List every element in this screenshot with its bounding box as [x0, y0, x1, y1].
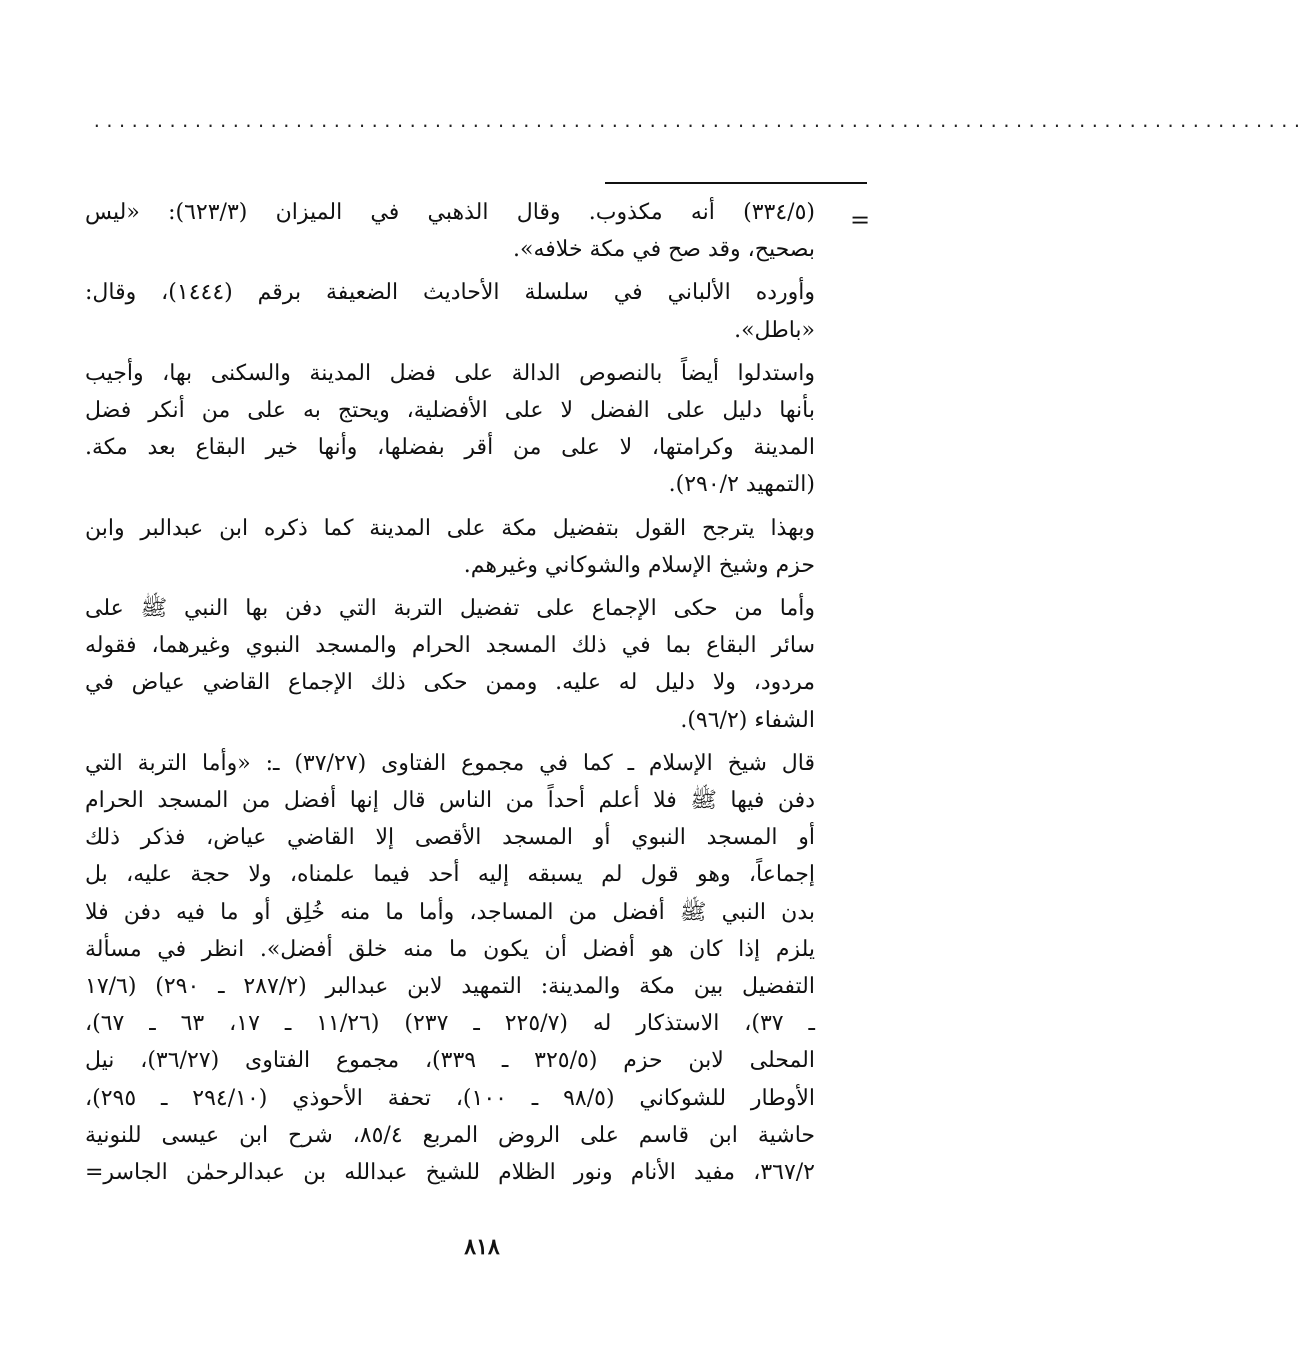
footnote-body [85, 194, 815, 1197]
text-line: التفضيل بين مكة والمدينة: التمهيد لابن عبدالبر (٢٨٧/٢ ـ ٢٩٠) (١٧/٦ [85, 974, 815, 1000]
text-line: حاشية ابن قاسم على الروض المربع ٨٥/٤، شرح ابن عيسى للنونية [85, 1122, 815, 1148]
text-line: الأوطار للشوكاني (٩٨/٥ ـ ١٠٠)، تحفة الأحوذي (٢٩٤/١٠ ـ ٢٩٥)، [85, 1085, 815, 1111]
text-line: المحلى لابن حزم (٣٢٥/٥ ـ ٣٣٩)، مجموع الفتاوى (٣٦/٢٧)، نيل [85, 1048, 816, 1074]
text-line: ٣٦٧/٢، مفيد الأنام ونور الظلام للشيخ عبدالله بن عبدالرحمٰن الجاسر= [85, 1160, 815, 1186]
text-line: المدينة وكرامتها، لا على من أقر بفضلها، وأنها خير البقاع بعد مكة. [85, 435, 815, 461]
text-line: الشفاء (٩٦/٢). [680, 707, 815, 733]
text-line: أو المسجد النبوي أو المسجد الأقصى إلا القاضي عياض، فذكر ذلك [85, 825, 815, 851]
text-line: بصحيح، وقد صح في مكة خلافه». [513, 237, 815, 263]
text-line: مردود، ولا دليل له عليه. وممن حكى ذلك الإجماع القاضي عياض في [85, 670, 815, 696]
text-line: قال شيخ الإسلام ـ كما في مجموع الفتاوى (٣٧/٢٧) ـ: «وأما التربة التي [85, 750, 815, 776]
text-line: وبهذا يترجح القول بتفضيل مكة على المدينة كما ذكره ابن عبدالبر وابن [85, 515, 815, 541]
text-line: دفن فيها ﷺ فلا أعلم أحداً من الناس قال إنها أفضل من المسجد الحرام [85, 788, 815, 814]
paragraph-5 [85, 590, 815, 739]
paragraph-2 [85, 274, 815, 348]
paragraph-3 [85, 355, 815, 504]
text-line: إجماعاً، وهو قول لم يسبقه إليه أحد فيما علمناه، ولا حجة عليه، بل [85, 862, 815, 888]
text-line: سائر البقاع بما في ذلك المسجد الحرام والمسجد النبوي وغيرهما، فقوله [85, 633, 815, 659]
text-line: بأنها دليل على الفضل لا على الأفضلية، ويحتج به على من أنكر فضل [85, 398, 815, 424]
page-number: ٨١٨ [464, 1234, 500, 1260]
paragraph-6 [85, 745, 815, 1191]
text-line: حزم وشيخ الإسلام والشوكاني وغيرهم. [463, 552, 815, 578]
continuation-mark: = [850, 206, 871, 234]
text-line: ـ ٣٧)، الاستذكار له (٢٢٥/٧ ـ ٢٣٧) (١١/٢٦ ـ ١٧، ٦٣ ـ ٦٧)، [85, 1011, 815, 1037]
paragraph-4 [85, 510, 815, 584]
text-line: بدن النبي ﷺ أفضل من المساجد، وأما ما منه خُلِق أو ما فيه دفن فلا [85, 899, 815, 925]
text-line: «باطل». [734, 317, 815, 343]
dotted-separator: ................................................................................................ [92, 112, 1305, 131]
text-line: وأورده الألباني في سلسلة الأحاديث الضعيفة برقم (١٤٤٤)، وقال: [85, 280, 815, 306]
paragraph-1 [85, 194, 815, 268]
text-line: يلزم إذا كان هو أفضل أن يكون ما منه خلق أفضل». انظر في مسألة [85, 936, 815, 962]
text-line: واستدلوا أيضاً بالنصوص الدالة على فضل المدينة والسكنى بها، وأجيب [85, 360, 815, 386]
text-line: (التمهيد ٢٩٠/٢). [668, 472, 815, 498]
text-line: وأما من حكى الإجماع على تفضيل التربة التي دفن بها النبي ﷺ على [85, 596, 815, 622]
text-line: (٣٣٤/٥) أنه مكذوب. وقال الذهبي في الميزان (٦٢٣/٣): «ليس [85, 200, 815, 225]
footnote-rule [605, 182, 867, 184]
